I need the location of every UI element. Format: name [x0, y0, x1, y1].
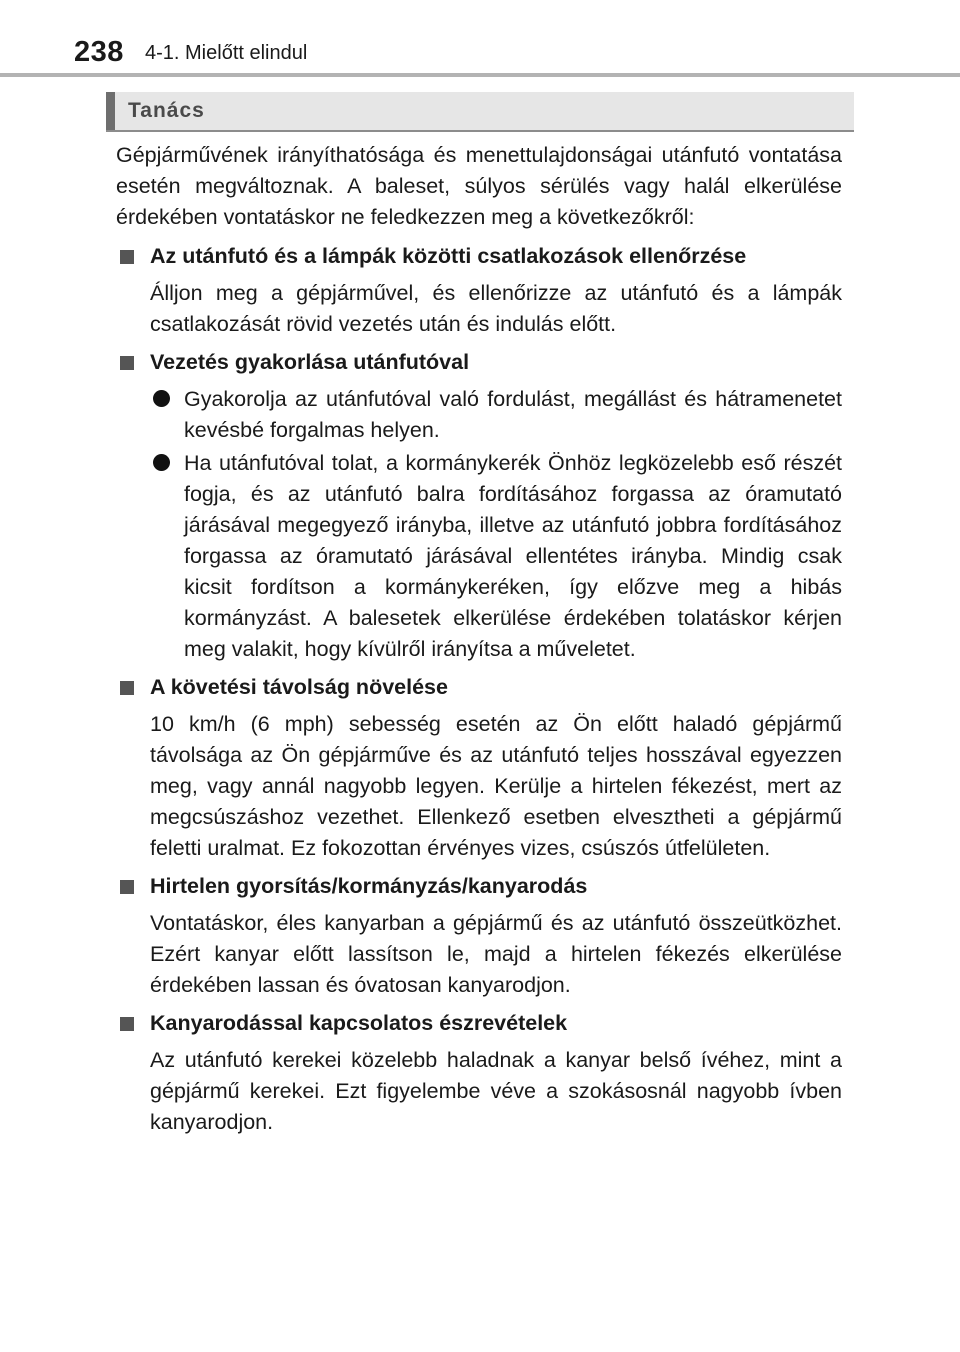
bullet-item: [150, 448, 842, 665]
square-bullet-icon: [120, 250, 134, 264]
section-title: [116, 1008, 842, 1039]
square-bullet-icon: [120, 880, 134, 894]
advice-heading: Tanács: [128, 99, 205, 122]
square-bullet-icon: [120, 681, 134, 695]
advice-accent-stripe: [106, 92, 115, 130]
section-connections: [116, 241, 842, 340]
section-bullets: [150, 384, 842, 665]
page-header: [0, 0, 960, 78]
bullet-text: Gyakorolja az utánfutóval való fordulást, megállást és hátramenetet kevésbé forgalmas helyen.: [184, 387, 842, 442]
square-bullet-icon: [120, 1017, 134, 1031]
advice-content: [116, 140, 842, 1138]
section-title-text: Az utánfutó és a lámpák közötti csatlakozások ellenőrzése: [150, 244, 747, 268]
section-sudden-maneuvers: [116, 871, 842, 1001]
section-turning: [116, 1008, 842, 1138]
section-body: Az utánfutó kerekei közelebb haladnak a kanyar belső ívéhez, mint a gépjármű kerekei. Ezt figyelembe véve a szokásosnál nagyobb ívben kanyarodjon.: [150, 1048, 842, 1134]
advice-intro: Gépjárművének irányíthatósága és menettulajdonságai utánfutó vontatása esetén megváltoznak. A baleset, súlyos sérülés vagy halál elkerülése érdekében vontatáskor ne feledkezzen meg a következőkről:: [116, 143, 842, 229]
section-title-text: Hirtelen gyorsítás/kormányzás/kanyarodás: [150, 874, 588, 898]
bullet-item: [150, 384, 842, 446]
section-body: Vontatáskor, éles kanyarban a gépjármű és az utánfutó összeütközhet. Ezért kanyar előtt lassítson le, majd a hirtelen fékezés elkerülése érdekében lassan és óvatosan kanyarodjon.: [150, 911, 842, 997]
round-bullet-icon: [153, 390, 170, 407]
advice-heading-bar: [106, 92, 854, 132]
page-number: 238: [74, 36, 124, 68]
section-title-text: Vezetés gyakorlása utánfutóval: [150, 350, 470, 374]
section-following-distance: [116, 672, 842, 864]
section-title: [116, 871, 842, 902]
section-body: Álljon meg a gépjárművel, és ellenőrizze az utánfutó és a lámpák csatlakozását rövid vezetés után és indulás előtt.: [150, 281, 842, 336]
section-title: [116, 347, 842, 378]
section-title-text: Kanyarodással kapcsolatos észrevételek: [150, 1011, 568, 1035]
bullet-text: Ha utánfutóval tolat, a kormánykerék Önhöz legközelebb eső részét fogja, és az utánfutó balra fordításához forgassa az óramutató járásával megegyező irányba, illetve az utánfutó jobbra fordításához forgassa az óramutató járásával ellentétes irányba. Mindig csak kicsit fordítson a kormánykeréken, így előzve meg a hibás kormányzást. A balesetek elkerülése érdekében tolatáskor kérjen meg valakit, hogy kívülről irányítsa a műveletet.: [184, 451, 842, 661]
square-bullet-icon: [120, 356, 134, 370]
section-title-text: A követési távolság növelése: [150, 675, 448, 699]
chapter-title: 4-1. Mielőtt elindul: [145, 42, 308, 64]
section-practice: [116, 347, 842, 665]
section-title: [116, 672, 842, 703]
section-body: 10 km/h (6 mph) sebesség esetén az Ön előtt haladó gépjármű távolsága az Ön gépjárműve és az utánfutó teljes hosszával egyezzen meg, vagy annál nagyobb legyen. Kerülje a hirtelen fékezést, mert az megcsúszáshoz vezethet. Ellenkező esetben elvesztheti a gépjármű feletti uralmat. Ez fokozottan érvényes vizes, csúszós útfelületen.: [150, 712, 842, 860]
section-title: [116, 241, 842, 272]
header-divider: [0, 73, 960, 77]
round-bullet-icon: [153, 454, 170, 471]
